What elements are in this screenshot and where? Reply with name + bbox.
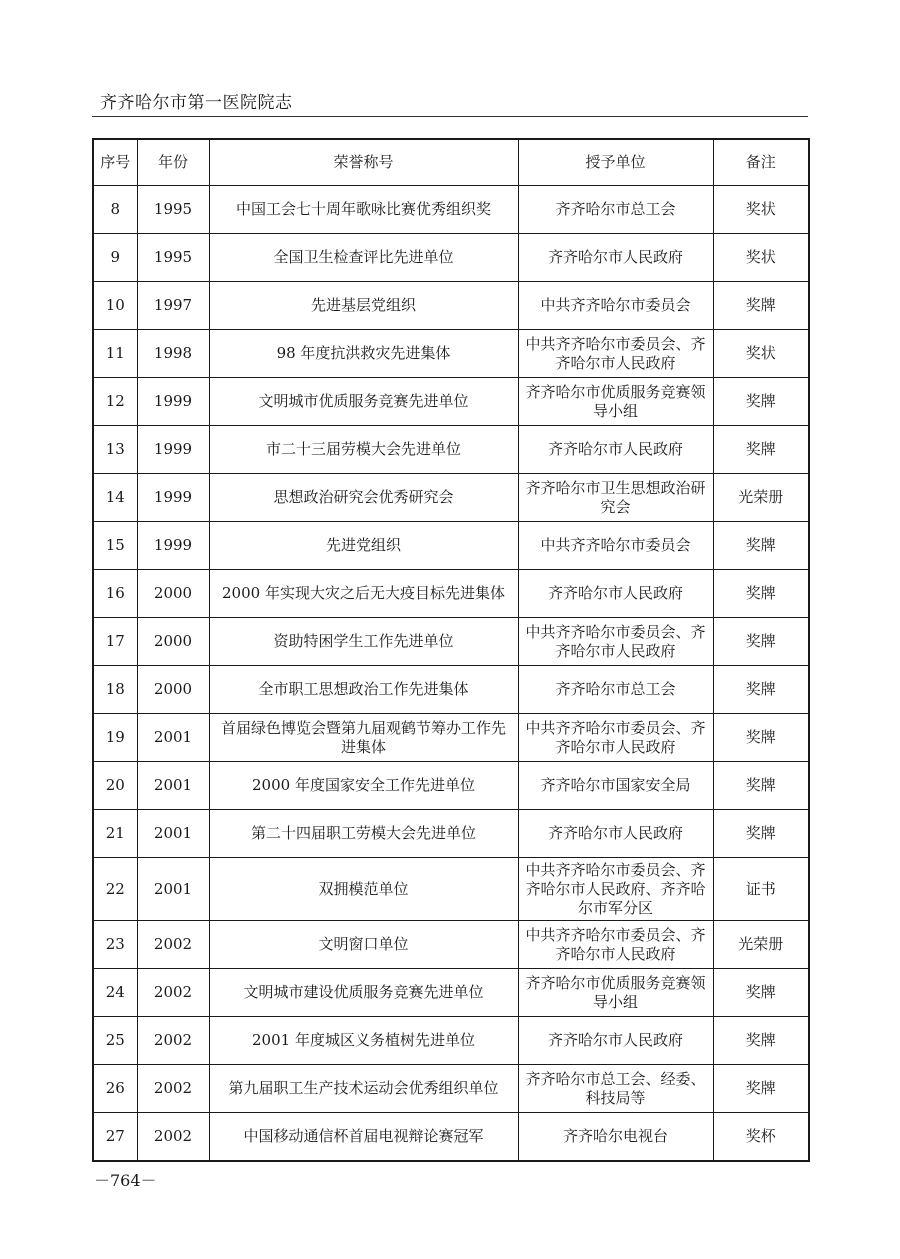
cell-honor: 98 年度抗洪救灾先进集体 bbox=[209, 330, 518, 378]
cell-serial: 20 bbox=[93, 762, 137, 810]
table-row bbox=[93, 858, 809, 921]
cell-note: 证书 bbox=[713, 858, 809, 921]
cell-year: 1999 bbox=[137, 474, 209, 522]
cell-serial: 21 bbox=[93, 810, 137, 858]
cell-note: 光荣册 bbox=[713, 921, 809, 969]
table-row bbox=[93, 1017, 809, 1065]
cell-year: 2001 bbox=[137, 810, 209, 858]
cell-year: 1995 bbox=[137, 186, 209, 234]
cell-serial: 15 bbox=[93, 522, 137, 570]
cell-grantor: 中共齐齐哈尔市委员会、齐齐哈尔市人民政府 bbox=[518, 921, 713, 969]
cell-serial: 24 bbox=[93, 969, 137, 1017]
cell-year: 2000 bbox=[137, 618, 209, 666]
cell-serial: 23 bbox=[93, 921, 137, 969]
column-header-note: 备注 bbox=[713, 139, 809, 186]
cell-honor: 第二十四届职工劳模大会先进单位 bbox=[209, 810, 518, 858]
cell-grantor: 齐齐哈尔市卫生思想政治研究会 bbox=[518, 474, 713, 522]
cell-serial: 10 bbox=[93, 282, 137, 330]
cell-serial: 25 bbox=[93, 1017, 137, 1065]
cell-year: 2001 bbox=[137, 762, 209, 810]
cell-grantor: 齐齐哈尔电视台 bbox=[518, 1113, 713, 1162]
cell-grantor: 齐齐哈尔市总工会 bbox=[518, 186, 713, 234]
cell-year: 1999 bbox=[137, 426, 209, 474]
cell-year: 1995 bbox=[137, 234, 209, 282]
cell-serial: 18 bbox=[93, 666, 137, 714]
table-row bbox=[93, 378, 809, 426]
cell-honor: 双拥模范单位 bbox=[209, 858, 518, 921]
cell-note: 奖牌 bbox=[713, 426, 809, 474]
honors-table bbox=[92, 138, 810, 1162]
cell-honor: 中国移动通信杯首届电视辩论赛冠军 bbox=[209, 1113, 518, 1162]
table-row bbox=[93, 762, 809, 810]
running-header-title: 齐齐哈尔市第一医院院志 bbox=[100, 93, 293, 113]
cell-honor: 首届绿色博览会暨第九届观鹤节筹办工作先进集体 bbox=[209, 714, 518, 762]
cell-year: 2001 bbox=[137, 714, 209, 762]
cell-honor: 先进基层党组织 bbox=[209, 282, 518, 330]
cell-year: 2002 bbox=[137, 969, 209, 1017]
cell-note: 奖牌 bbox=[713, 522, 809, 570]
table-row bbox=[93, 969, 809, 1017]
cell-grantor: 中共齐齐哈尔市委员会、齐齐哈尔市人民政府 bbox=[518, 618, 713, 666]
table-row bbox=[93, 666, 809, 714]
table-row bbox=[93, 1065, 809, 1113]
cell-honor: 全国卫生检查评比先进单位 bbox=[209, 234, 518, 282]
cell-grantor: 齐齐哈尔市总工会 bbox=[518, 666, 713, 714]
cell-honor: 全市职工思想政治工作先进集体 bbox=[209, 666, 518, 714]
table-row bbox=[93, 282, 809, 330]
header-divider bbox=[92, 116, 808, 117]
cell-grantor: 中共齐齐哈尔市委员会 bbox=[518, 522, 713, 570]
cell-honor: 思想政治研究会优秀研究会 bbox=[209, 474, 518, 522]
cell-serial: 16 bbox=[93, 570, 137, 618]
cell-serial: 26 bbox=[93, 1065, 137, 1113]
table-row bbox=[93, 921, 809, 969]
cell-grantor: 齐齐哈尔市优质服务竞赛领导小组 bbox=[518, 969, 713, 1017]
table-row bbox=[93, 426, 809, 474]
table-row bbox=[93, 234, 809, 282]
cell-note: 奖牌 bbox=[713, 618, 809, 666]
cell-honor: 2000 年实现大灾之后无大疫目标先进集体 bbox=[209, 570, 518, 618]
cell-note: 奖状 bbox=[713, 234, 809, 282]
table-row bbox=[93, 810, 809, 858]
cell-year: 2000 bbox=[137, 570, 209, 618]
table-row bbox=[93, 330, 809, 378]
cell-note: 奖牌 bbox=[713, 1065, 809, 1113]
cell-year: 2002 bbox=[137, 921, 209, 969]
table-row bbox=[93, 186, 809, 234]
cell-note: 奖牌 bbox=[713, 1017, 809, 1065]
cell-serial: 17 bbox=[93, 618, 137, 666]
cell-year: 1997 bbox=[137, 282, 209, 330]
cell-grantor: 中共齐齐哈尔市委员会 bbox=[518, 282, 713, 330]
cell-serial: 13 bbox=[93, 426, 137, 474]
cell-grantor: 齐齐哈尔市人民政府 bbox=[518, 570, 713, 618]
cell-year: 1999 bbox=[137, 378, 209, 426]
cell-grantor: 齐齐哈尔市人民政府 bbox=[518, 810, 713, 858]
cell-grantor: 齐齐哈尔市国家安全局 bbox=[518, 762, 713, 810]
cell-honor: 文明窗口单位 bbox=[209, 921, 518, 969]
table-row bbox=[93, 522, 809, 570]
table-header-row bbox=[93, 139, 809, 186]
cell-note: 奖牌 bbox=[713, 570, 809, 618]
cell-grantor: 齐齐哈尔市总工会、经委、科技局等 bbox=[518, 1065, 713, 1113]
cell-note: 奖牌 bbox=[713, 969, 809, 1017]
cell-serial: 9 bbox=[93, 234, 137, 282]
table-row bbox=[93, 714, 809, 762]
cell-year: 2002 bbox=[137, 1113, 209, 1162]
cell-serial: 22 bbox=[93, 858, 137, 921]
cell-year: 2000 bbox=[137, 666, 209, 714]
cell-grantor: 中共齐齐哈尔市委员会、齐齐哈尔市人民政府 bbox=[518, 714, 713, 762]
cell-note: 奖牌 bbox=[713, 666, 809, 714]
cell-grantor: 中共齐齐哈尔市委员会、齐齐哈尔市人民政府、齐齐哈尔市军分区 bbox=[518, 858, 713, 921]
cell-honor: 市二十三届劳模大会先进单位 bbox=[209, 426, 518, 474]
column-header-year: 年份 bbox=[137, 139, 209, 186]
cell-honor: 文明城市优质服务竞赛先进单位 bbox=[209, 378, 518, 426]
cell-note: 奖状 bbox=[713, 186, 809, 234]
cell-serial: 14 bbox=[93, 474, 137, 522]
table-row bbox=[93, 570, 809, 618]
cell-note: 奖牌 bbox=[713, 762, 809, 810]
cell-note: 奖牌 bbox=[713, 282, 809, 330]
cell-grantor: 齐齐哈尔市人民政府 bbox=[518, 234, 713, 282]
cell-honor: 中国工会七十周年歌咏比赛优秀组织奖 bbox=[209, 186, 518, 234]
cell-year: 2001 bbox=[137, 858, 209, 921]
cell-honor: 文明城市建设优质服务竞赛先进单位 bbox=[209, 969, 518, 1017]
cell-note: 奖牌 bbox=[713, 810, 809, 858]
cell-note: 奖牌 bbox=[713, 714, 809, 762]
cell-note: 奖状 bbox=[713, 330, 809, 378]
table-row bbox=[93, 1113, 809, 1162]
column-header-honor: 荣誉称号 bbox=[209, 139, 518, 186]
cell-serial: 11 bbox=[93, 330, 137, 378]
cell-serial: 12 bbox=[93, 378, 137, 426]
cell-year: 2002 bbox=[137, 1017, 209, 1065]
column-header-serial: 序号 bbox=[93, 139, 137, 186]
cell-grantor: 中共齐齐哈尔市委员会、齐齐哈尔市人民政府 bbox=[518, 330, 713, 378]
cell-grantor: 齐齐哈尔市优质服务竞赛领导小组 bbox=[518, 378, 713, 426]
cell-grantor: 齐齐哈尔市人民政府 bbox=[518, 426, 713, 474]
cell-note: 奖杯 bbox=[713, 1113, 809, 1162]
cell-note: 光荣册 bbox=[713, 474, 809, 522]
cell-honor: 资助特困学生工作先进单位 bbox=[209, 618, 518, 666]
cell-honor: 先进党组织 bbox=[209, 522, 518, 570]
cell-honor: 第九届职工生产技术运动会优秀组织单位 bbox=[209, 1065, 518, 1113]
cell-honor: 2000 年度国家安全工作先进单位 bbox=[209, 762, 518, 810]
cell-note: 奖牌 bbox=[713, 378, 809, 426]
page-number: －764－ bbox=[94, 1171, 157, 1190]
cell-year: 1998 bbox=[137, 330, 209, 378]
cell-serial: 19 bbox=[93, 714, 137, 762]
cell-year: 1999 bbox=[137, 522, 209, 570]
cell-honor: 2001 年度城区义务植树先进单位 bbox=[209, 1017, 518, 1065]
cell-grantor: 齐齐哈尔市人民政府 bbox=[518, 1017, 713, 1065]
table-row bbox=[93, 618, 809, 666]
cell-serial: 8 bbox=[93, 186, 137, 234]
table-row bbox=[93, 474, 809, 522]
cell-year: 2002 bbox=[137, 1065, 209, 1113]
column-header-grantor: 授予单位 bbox=[518, 139, 713, 186]
cell-serial: 27 bbox=[93, 1113, 137, 1162]
